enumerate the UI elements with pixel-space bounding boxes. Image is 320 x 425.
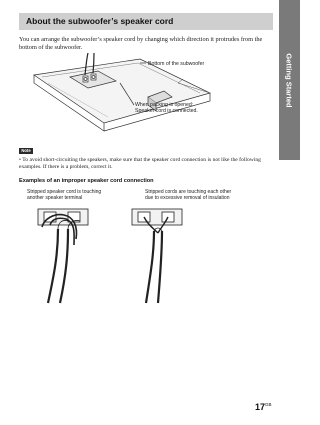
examples-heading: Examples of an improper speaker cord connection (19, 178, 154, 184)
page-number: $17^{GB}$ (255, 402, 272, 412)
section-side-tab (279, 0, 300, 160)
left-example-caption: Stripped speaker cord is touching another speaker terminal (27, 189, 102, 202)
intro-paragraph: You can arrange the subwoofer’s speaker cord by changing which direction it protrudes from the bottom of the subwoofer. (19, 36, 263, 52)
side-tab-label: Getting Started (285, 52, 295, 108)
callout-packing: When packing is opened: Speaker cord is connected. (135, 102, 198, 115)
note-badge: Note (19, 148, 33, 154)
note-text: • To avoid short-circuiting the speakers, make sure that the speaker cord connection is not like the following examples. If there is a problem, correct it. (19, 157, 261, 171)
improper-connection-right-illustration (128, 205, 186, 305)
improper-connection-left-illustration (34, 205, 92, 305)
section-heading: About the subwoofer’s speaker cord (19, 13, 273, 30)
right-example-caption: Stripped cords are touching each other due to excessive removal of insulation (145, 189, 232, 202)
callout-bottom-of-subwoofer: Bottom of the subwoofer (148, 61, 205, 67)
